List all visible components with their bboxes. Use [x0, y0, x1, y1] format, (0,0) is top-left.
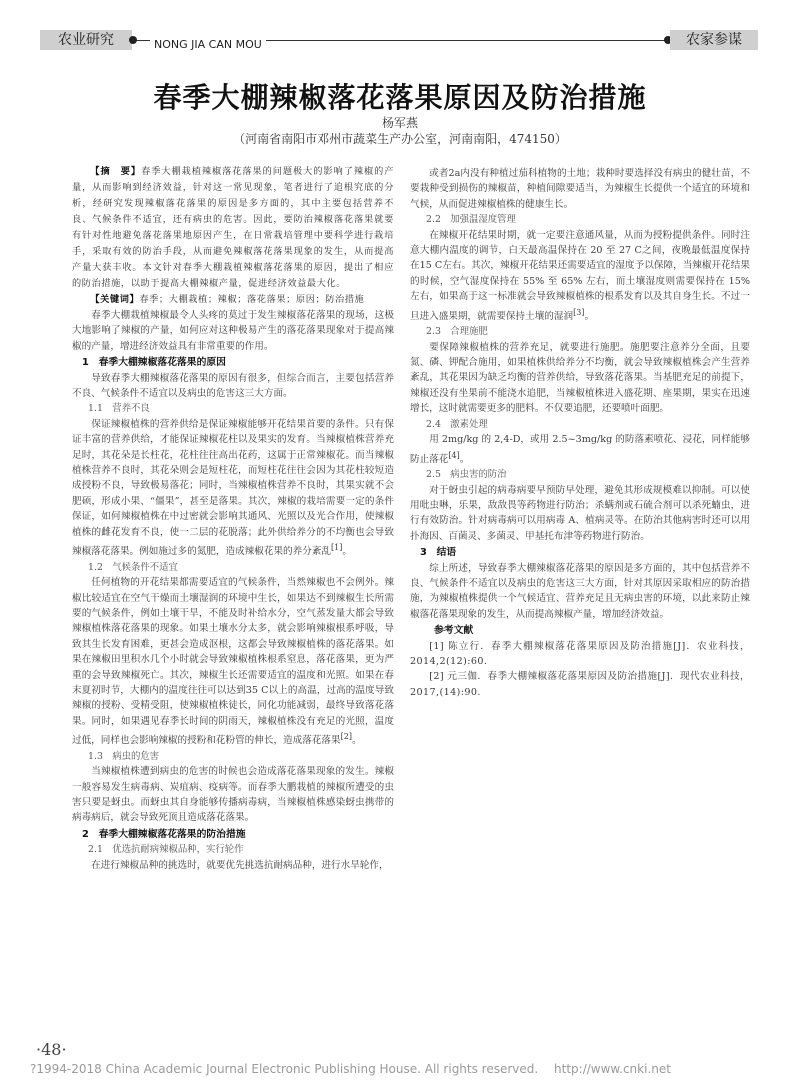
keywords: [72, 292, 394, 308]
article-affiliation: （河南省南阳市邓州市蔬菜生产办公室，河南南阳，474150）: [233, 132, 567, 146]
journal-name-en: NONG JIA CAN MOU: [150, 38, 266, 51]
reference-item: [1] 陈立行．春季大棚辣椒落花落果原因及防治措施[J]．农业科技，2014,2(12):60.: [410, 640, 750, 667]
section-2-1-heading: 2.1 优选抗耐病辣椒品种，实行轮作: [88, 844, 244, 856]
section-3-heading: 3 结语: [420, 547, 457, 559]
conclusion-paragraph: 综上所述，导致春季大棚辣椒落花落果的原因是多方面的，其中包括营养不良、气候条件不适宜以及病虫的危害这三大方面，针对其原因采取相应的防治措施，为辣椒植株提供一个气候适宜、营养充足且无病虫害的环境，以此来防止辣椒落花落果现象的发生，从而提高辣椒产量，增加经济效益。: [410, 562, 750, 620]
intro-paragraph: 春季大棚栽植辣椒最令人头疼的莫过于发生辣椒落花落果的现场，这极大地影响了辣椒的产量，如何应对这种极易产生的落花落果现象对于提高辣椒的产量，增进经济效益具有非常重要的作用。: [72, 310, 394, 352]
section-2-5-paragraph: 对于蚜虫引起的病毒病要早预防早处理，避免其形成规模难以抑制。可以使用吡虫啉，乐果，敌敌畏等药物进行防治；杀螨剂或石硫合剂可以杀死蝻虫，进行有效防治。针对病毒病可以用病毒 A、植病灵等。在防治其他病害时还可以用扑海因、百菌灵、多菌灵、甲基托布津等药物进行防治。: [410, 484, 750, 542]
section-1-3-paragraph: 当辣椒植株遭到病虫的危害的时候也会造成落花落果现象的发生。辣椒一般容易发生病毒病、炭疽病、疫病等。而春季大鹏栽植的辣椒所遭受的虫害只要是蚜虫。而蚜虫其自身能够传播病毒病，当辣椒植株感染蚜虫携带的病毒病后，就会导致死顶且造成落花落果。: [72, 766, 394, 824]
abstract: [72, 164, 394, 292]
section-2-4-paragraph: [410, 432, 750, 467]
right-column: [410, 166, 750, 700]
keywords-text: 春季；大棚栽植；辣椒；落花落果；原因；防治措施: [139, 294, 365, 305]
left-column: [72, 164, 394, 873]
citation-2: [2]: [340, 732, 352, 742]
section-1-1-text: 保证辣椒植株的营养供给是保证辣椒能够开花结果首要的条件。只有保证丰富的营养供给，才能保证辣椒花柱以及果实的发育。当辣椒植株营养充足时，其花朵是长柱花，花柱往往高出花药，这属于正常辣椒花。而当辣椒植株营养不良时，其花朵则会是短柱花，而短柱花往往会因为其花柱较短造成授粉不良，导致极易落花；同时，当辣椒植株营养不良时，其果实就不会肥硕，形成小果、“僵果”，甚至是落果。其次，辣椒的栽培需要一定的条件保证，如何辣椒植株在中过密就会影响其通风、光照以及光合作用，使辣椒植株的雌花发育不良，使一二层的花脱落；此外供给养分的不均衡也会导致辣椒落花落果。例如施过多的氮肥，造成辣椒花果的养分紊乱: [72, 418, 394, 558]
abstract-text: 春季大棚栽植辣椒落花落果的问题极大的影响了辣椒的产量，从而影响到经济效益，针对这一常见现象，笔者进行了追根究底的分析，经研究发现辣椒落花落果的原因是多方面的，其中主要包括营养不良、气候条件不适宜，还有病虫的危害。因此，要防治辣椒落花落果就要有针对性地避免落花落果地原因产生，在日常栽培管理中要科学进行栽培手，采取有效的防治手段，从而避免辣椒落花落果现象的发生，从而提高产量大获丰收。本文针对春季大棚栽植辣椒落花落果的原因，提出了相应的防治措施，以助于提高大棚辣椒产量，促进经济效益最大化。: [72, 166, 395, 289]
section-2-4-end: 。: [459, 453, 470, 465]
section-2-1-paragraph: 在进行辣椒品种的挑选时，就要优先挑选抗耐病品种，进行水旱轮作，: [91, 859, 389, 871]
section-2-5-heading: 2.5 病虫害的防治: [426, 469, 507, 481]
section-tag: 农业研究: [40, 30, 132, 50]
citation-3: [3]: [573, 307, 585, 317]
section-1-1-paragraph: [72, 417, 394, 560]
section-1-heading: 1 春季大棚辣椒落花落果的原因: [82, 357, 226, 369]
reference-item: [2] 元三伽．春季大棚辣椒落花落果原因及防治措施[J]．现代农业科技，2017,(14):90.: [410, 671, 750, 698]
section-1-2-heading: 1.2 气候条件不适宜: [88, 561, 178, 573]
references-heading: 参考文献: [434, 625, 474, 637]
section-1-2-text: 任何植物的开花结果都需要适宜的气候条件，当然辣椒也不会例外。辣椒比较适宜在空气干燥而土壤湿润的环境中生长，如果达不到辣椒生长所需要的气候条件，例如土壤干旱，不能及时补给水分，空气蒸发量大都会导致辣椒植株落花落果的现象。如果土壤水分太多，就会影响辣椒根系呼吸，导致其生长发育困难，更甚会造成沤根，这都会导致辣椒植株的落花落果。如果在辣椒田里积水几个小时就会导致辣椒植株根系窒息，落花落果，更为严重的会导致辣椒死亡。其次，辣椒生长还需要适宜的温度和光照。如果在春末夏初时节，大棚内的温度往往可以达到35 C以上的高温，过高的温度导致辣椒的授粉、受精受阻，使辣椒植株徒长，同化功能减弱，最终导致落花落果。同时，如果遇见春季长时间的阴雨天，辣椒植株没有充足的光照，温度过低，同样也会影响辣椒的授粉和花粉管的伸长，造成落花落果: [72, 577, 394, 747]
article-title: 春季大棚辣椒落花落果原因及防治措施: [153, 81, 647, 114]
keywords-label: 【关键词】: [90, 294, 140, 305]
article-author: 杨军燕: [381, 116, 418, 130]
section-1-1-end: 。: [342, 546, 352, 558]
section-2-4-text: 用 2mg/kg 的 2,4-D，或用 2.5~3mg/kg 的防落素喷花、浸花，同样能够防止落花: [410, 434, 750, 465]
citation-1: [1]: [331, 543, 343, 553]
section-2-1-continued: 或者2a内没有种植过茄科植物的土地；栽种时要选择没有病虫的健壮苗，不要栽种受到损伤的辣椒苗，种植间隙要适当，为辣椒生长提供一个适宜的环境和气候，从而促进辣椒植株的健康生长。: [410, 168, 750, 210]
section-1-2-paragraph: [72, 575, 394, 749]
section-2-heading: 2 春季大棚辣椒落花落果的防治措施: [82, 828, 246, 840]
copyright-footer: ?1994-2018 China Academic Journal Electronic Publishing House. All rights reserved. http://www.cnki.net: [30, 1062, 671, 1076]
abstract-label: 【摘 要】: [90, 166, 142, 177]
section-2-3-paragraph: 要保障辣椒植株的营养充足，就要进行施肥。施肥要注意养分全面，且要氮、磷、钾配合施用，如果植株供给养分不均衡，就会导致辣椒植株会产生营养紊乱，其花果因为缺乏均衡的营养供给，导致落花落果。当基肥充足的前提下，辣椒还没有坐果前不能浇水追肥，当辣椒植株进入盛花期、座果期，果实在迅速增长，这时就需要更多的肥料。不仅要追肥，还要喷叶面肥。: [410, 341, 750, 415]
section-2-4-heading: 2.4 激素处理: [426, 418, 488, 430]
section-2-2-paragraph: [410, 228, 750, 325]
section-2-3-heading: 2.3 合理施肥: [426, 326, 488, 338]
section-1-1-heading: 1.1 营养不良: [88, 403, 150, 415]
journal-tag: 农家参谋: [670, 30, 758, 50]
section-1-3-heading: 1.3 病虫的危害: [88, 750, 160, 762]
section-1-intro: 导致春季大棚辣椒落花落果的原因有很多，但综合而言，主要包括营养不良、气候条件不适宜以及病虫的危害这三大方面。: [72, 372, 394, 400]
page-number: ·48·: [36, 1040, 67, 1059]
section-2-2-end: 。: [584, 310, 595, 322]
section-2-2-heading: 2.2 加强温湿度管理: [426, 214, 516, 226]
section-1-2-end: 。: [351, 735, 362, 747]
citation-4: [4]: [448, 450, 460, 460]
header-dot-left: [129, 36, 137, 44]
section-2-2-text: 在辣椒开花结果时期，就一定要注意通风量，从而为授粉提供条件。同时注意大棚内温度的调节，白天最高温保持在 20 至 27 C之间，夜晚最低温度保持在15 C左右。其次，辣椒开花结果还需要适宜的湿度予以保障，当辣椒开花结果的时候，空气湿度保持在 55% 至 65% 左右，而土壤湿度则需要保持在 15% 左右，如果高于这一标准就会导致辣椒植株的根系发育以及其自身生长。不过一旦进入盛果期，就需要保持土壤的湿润: [410, 229, 750, 322]
